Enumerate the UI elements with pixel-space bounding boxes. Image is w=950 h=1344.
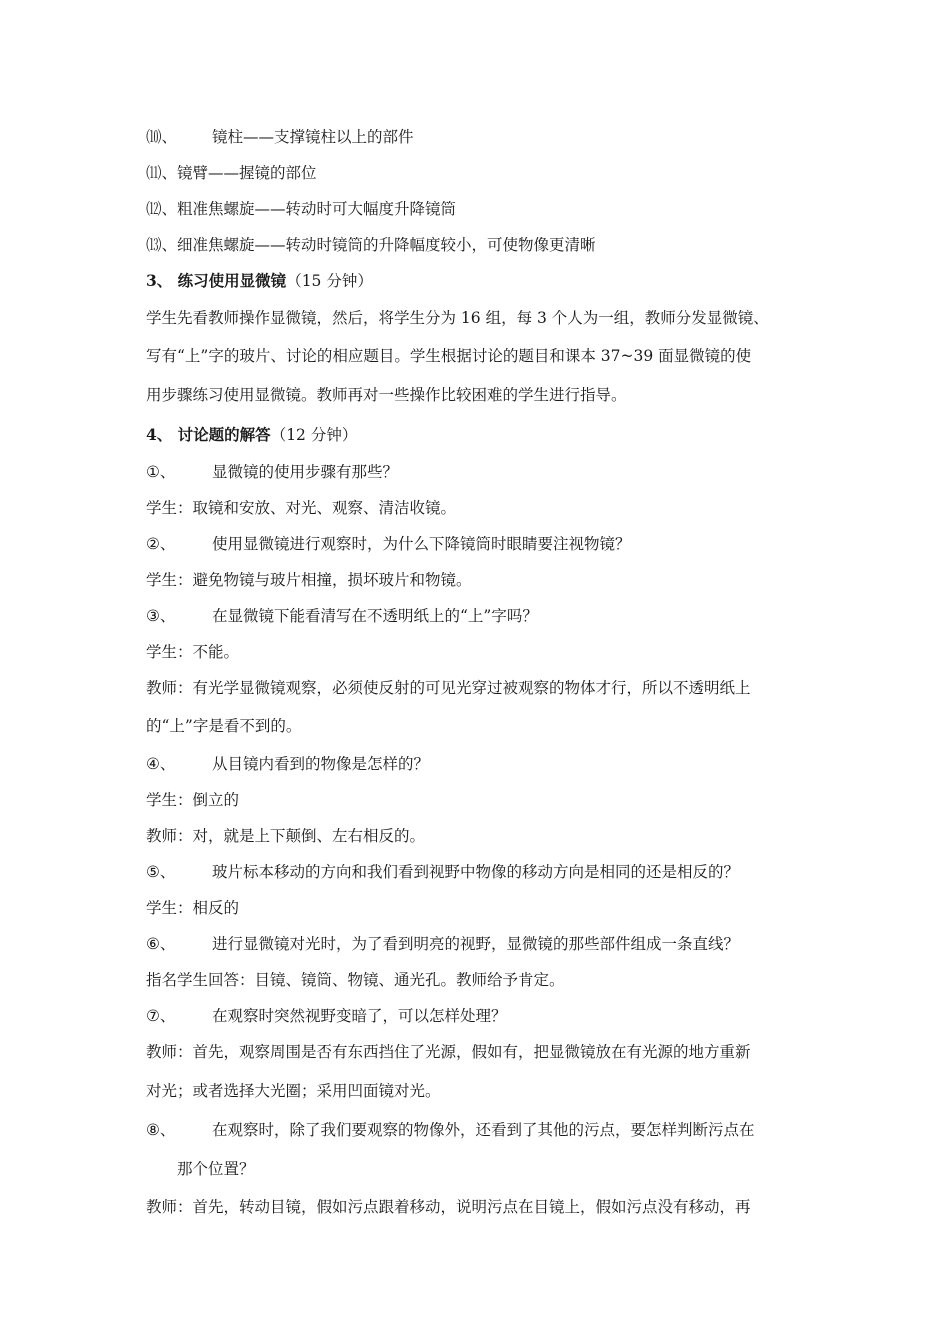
answer-3-student: 学生：不能。 (146, 643, 240, 661)
answer-4-teacher: 教师：对，就是上下颠倒、左右相反的。 (146, 827, 426, 845)
answer-5: 学生：相反的 (146, 899, 240, 917)
item-text: 镜柱——支撑镜柱以上的部件 (212, 128, 414, 146)
answer-4-student: 学生：倒立的 (146, 791, 240, 809)
question-number: ⑧、 (146, 1121, 176, 1139)
question-7 (146, 1005, 814, 1027)
question-text: 使用显微镜进行观察时，为什么下降镜筒时眼睛要注视物镜？ (212, 535, 631, 553)
question-text: 进行显微镜对光时，为了看到明亮的视野，显微镜的那些部件组成一条直线？ (212, 935, 740, 953)
question-2 (146, 533, 814, 555)
section-3-para-line-1: 学生先看教师操作显微镜，然后，将学生分为 16 组，每 3 个人为一组，教师分发显微镜、 (146, 309, 769, 327)
answer-1: 学生：取镜和安放、对光、观察、清洁收镜。 (146, 499, 457, 517)
question-number: ⑤、 (146, 863, 176, 881)
question-8-continued: 那个位置？ (177, 1160, 255, 1178)
item-text: 粗准焦螺旋——转动时可大幅度升降镜筒 (177, 200, 457, 218)
parts-item-12 (146, 198, 814, 220)
question-3 (146, 605, 814, 627)
item-number: ⑿、 (146, 200, 178, 218)
question-5 (146, 861, 814, 883)
section-time: （12 分钟） (270, 426, 358, 444)
question-text: 在观察时，除了我们要观察的物像外，还看到了其他的污点，要怎样判断污点在 (212, 1121, 755, 1139)
question-number: ③、 (146, 607, 176, 625)
answer-8-line-1: 教师：首先，转动目镜，假如污点跟着移动，说明污点在目镜上，假如污点没有移动，再 (146, 1198, 751, 1216)
question-1 (146, 461, 814, 483)
question-text: 显微镜的使用步骤有那些？ (212, 463, 399, 481)
answer-7-line-2: 对光；或者选择大光圈；采用凹面镜对光。 (146, 1082, 441, 1100)
answer-6: 指名学生回答：目镜、镜筒、物镜、通光孔。教师给予肯定。 (146, 971, 565, 989)
question-number: ②、 (146, 535, 176, 553)
answer-3-teacher-line-2: 的“上”字是看不到的。 (146, 717, 302, 735)
answer-7-line-1: 教师：首先，观察周围是否有东西挡住了光源，假如有，把显微镜放在有光源的地方重新 (146, 1043, 751, 1061)
item-text: 镜臂——握镜的部位 (177, 164, 317, 182)
parts-item-13 (146, 234, 814, 256)
item-number: ⑽、 (146, 128, 178, 146)
item-text: 细准焦螺旋——转动时镜筒的升降幅度较小，可使物像更清晰 (177, 236, 596, 254)
section-3-para-line-3: 用步骤练习使用显微镜。教师再对一些操作比较困难的学生进行指导。 (146, 386, 627, 404)
answer-3-teacher-line-1: 教师：有光学显微镜观察，必须使反射的可见光穿过被观察的物体才行，所以不透明纸上 (146, 679, 751, 697)
question-number: ④、 (146, 755, 176, 773)
question-8 (146, 1119, 814, 1141)
section-title: 4、 讨论题的解答 (146, 425, 271, 444)
section-4-heading (146, 424, 814, 446)
item-number: ⑾、 (146, 164, 178, 182)
question-number: ⑦、 (146, 1007, 176, 1025)
question-text: 从目镜内看到的物像是怎样的？ (212, 755, 430, 773)
question-4 (146, 753, 814, 775)
question-text: 玻片标本移动的方向和我们看到视野中物像的移动方向是相同的还是相反的？ (212, 863, 740, 881)
section-time: （15 分钟） (286, 272, 373, 290)
item-number: ⒀、 (146, 236, 178, 254)
answer-2: 学生：避免物镜与玻片相撞，损坏玻片和物镜。 (146, 571, 472, 589)
section-title: 3、 练习使用显微镜 (146, 271, 287, 290)
question-text: 在观察时突然视野变暗了，可以怎样处理？ (212, 1007, 507, 1025)
question-text: 在显微镜下能看清写在不透明纸上的“上”字吗？ (212, 607, 538, 625)
parts-item-11 (146, 162, 814, 184)
section-3-para-line-2: 写有“上”字的玻片、讨论的相应题目。学生根据讨论的题目和课本 37~39 面显微镜的使 (146, 347, 752, 365)
question-number: ⑥、 (146, 935, 176, 953)
question-6 (146, 933, 814, 955)
parts-item-10 (146, 126, 814, 148)
question-number: ①、 (146, 463, 176, 481)
section-3-heading (146, 270, 814, 292)
